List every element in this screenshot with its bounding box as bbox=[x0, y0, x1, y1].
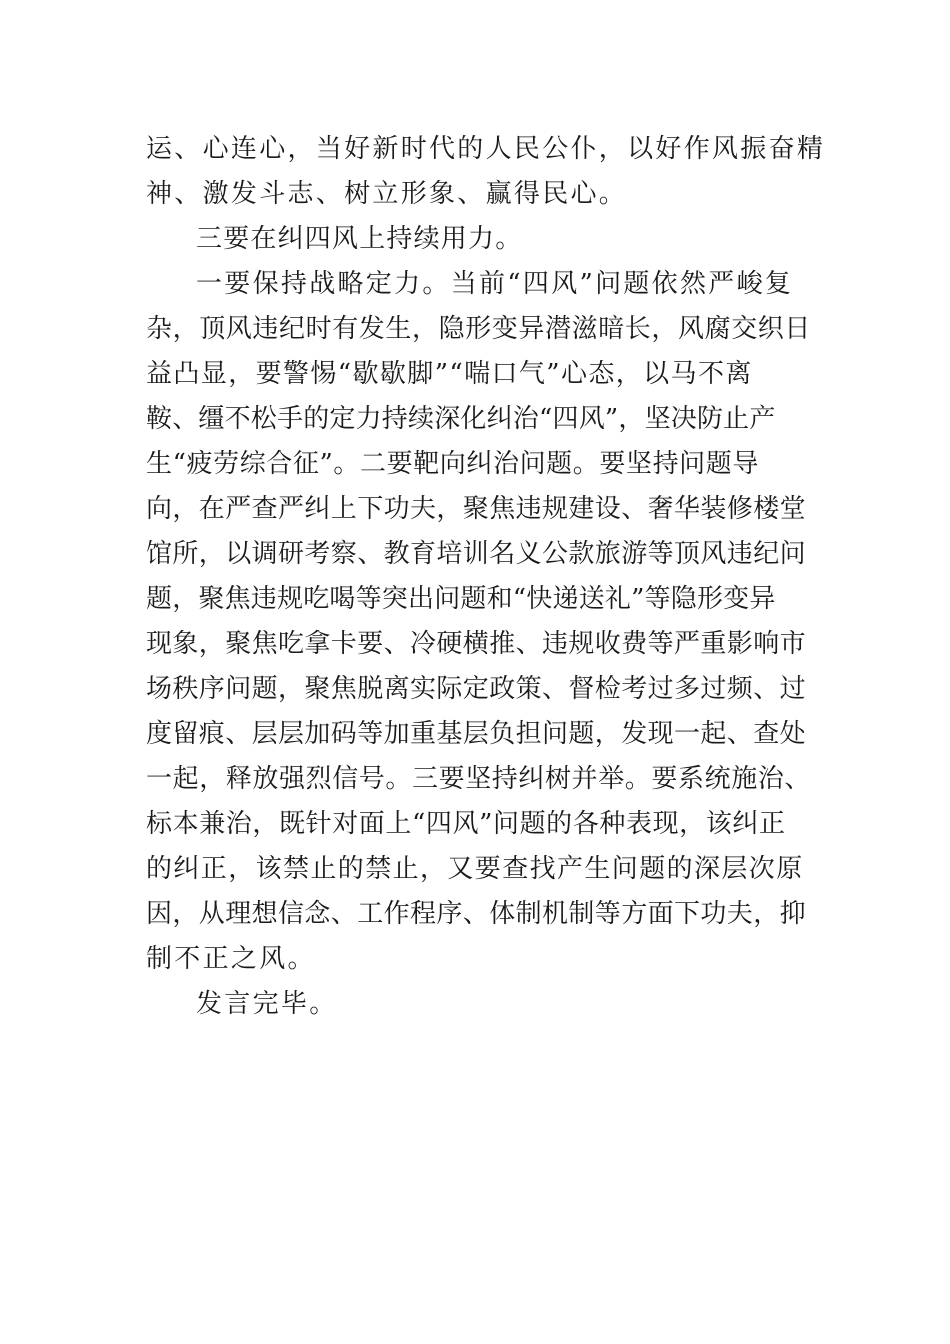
body-text-line: 生“疲劳综合征”。二要靶向纠治问题。要坚持问题导 bbox=[146, 449, 759, 479]
body-text-line: 场秩序问题，聚焦脱离实际定政策、督检考过多过频、过 bbox=[146, 674, 807, 704]
body-text-line: 鞍、缰不松手的定力持续深化纠治“四风”，坚决防止产 bbox=[146, 404, 776, 434]
body-text-line: 一起，释放强烈信号。三要坚持纠树并举。要系统施治、 bbox=[146, 764, 812, 794]
body-text-line: 杂，顶风违纪时有发生，隐形变异潜滋暗长，风腐交织日 bbox=[146, 314, 812, 344]
body-text-line: 益凸显，要警惕“歇歇脚”“喘口气”心态，以马不离 bbox=[146, 359, 753, 389]
body-text-line: 的纠正，该禁止的禁止，又要查找产生问题的深层次原 bbox=[146, 854, 804, 884]
body-text-line: 馆所，以调研考察、教育培训名义公款旅游等顶风违纪问 bbox=[146, 539, 807, 569]
body-text-line: 向，在严查严纠上下功夫，聚焦违规建设、奢华装修楼堂 bbox=[146, 494, 807, 524]
body-text-line: 运、心连心，当好新时代的人民公仆，以好作风振奋精 bbox=[146, 134, 826, 164]
body-text-line: 现象，聚焦吃拿卡要、冷硬横推、违规收费等严重影响市 bbox=[146, 629, 807, 659]
body-text-line: 题，聚焦违规吃喝等突出问题和“快递送礼”等隐形变异 bbox=[146, 584, 776, 614]
section-heading: 三要在纠四风上持续用力。 bbox=[196, 224, 523, 254]
body-text-line: 标本兼治，既针对面上“四风”问题的各种表现，该纠正 bbox=[146, 809, 786, 839]
closing-line: 发言完毕。 bbox=[196, 989, 338, 1019]
body-text-line: 因，从理想信念、工作程序、体制机制等方面下功夫，抑 bbox=[146, 899, 807, 929]
body-text-line: 度留痕、层层加码等加重基层负担问题，发现一起、查处 bbox=[146, 719, 807, 749]
paragraph-first-line: 一要保持战略定力。当前“四风”问题依然严峻复 bbox=[196, 269, 794, 299]
body-text-line: 制不正之风。 bbox=[146, 944, 316, 974]
body-text-line: 神、激发斗志、树立形象、赢得民心。 bbox=[146, 179, 628, 209]
